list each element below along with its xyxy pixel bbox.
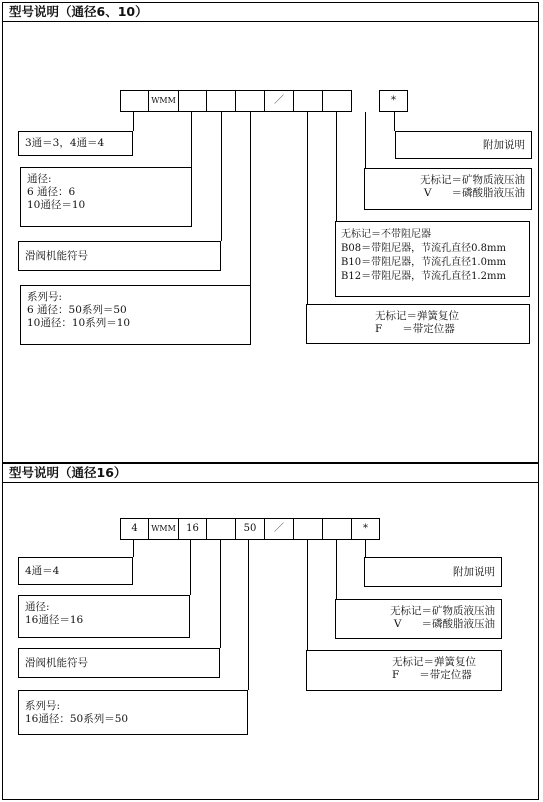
code-cell: * [379,90,408,112]
code-cell: WMM [148,90,179,112]
series-box: 系列号: 6 通径：50系列＝50 10通径：10系列＝10 [20,285,251,345]
code-cell: * [351,518,380,540]
code-cell [235,90,265,112]
code-cell [293,90,323,112]
code-cell: 50 [235,518,265,540]
section-1-title: 型号说明（通径6、10） [3,3,538,22]
code-cell [293,518,323,540]
code-cell-slash: ／ [264,518,294,540]
code-cell: 4 [120,518,149,540]
code-cell [206,518,236,540]
bore-box: 通径: 16通径＝16 [18,595,190,638]
code-cell: WMM [148,518,179,540]
reset-box: 无标记＝弹簧复位 F ＝带定位器 [306,650,502,691]
extra-info-box: 附加说明 [395,131,532,159]
spool-function-box: 滑阀机能符号 [18,648,220,678]
code-cell-slash: ／ [264,90,294,112]
damper-box: 无标记＝不带阻尼器 B08＝带阻尼器，节流孔直径0.8mm B10＝带阻尼器，节流孔直径1.0mm B12＝带阻尼器，节流孔直径1.2mm [335,221,530,297]
fluid-box: 无标记＝矿物质液压油 V ＝磷酸脂液压油 [364,168,532,210]
ports-box: 3通＝3，4通＝4 [18,131,133,156]
code-cell: 16 [178,518,207,540]
fluid-box: 无标记＝矿物质液压油 V ＝磷酸脂液压油 [335,599,502,639]
bore-box: 通径: 6 通径：6 10通径＝10 [20,167,192,227]
reset-box: 无标记＝弹簧复位 F ＝带定位器 [306,304,530,344]
ports-box: 4通＝4 [18,557,133,585]
code-cell [120,90,149,112]
extra-info-box: 附加说明 [364,557,502,587]
section-2-title: 型号说明（通径16） [3,464,538,483]
code-cell [178,90,207,112]
series-box: 系列号: 16通径：50系列＝50 [18,690,248,735]
code-cell [206,90,236,112]
code-cell [322,518,352,540]
code-cell [322,90,352,112]
spool-function-box: 滑阀机能符号 [18,241,221,271]
